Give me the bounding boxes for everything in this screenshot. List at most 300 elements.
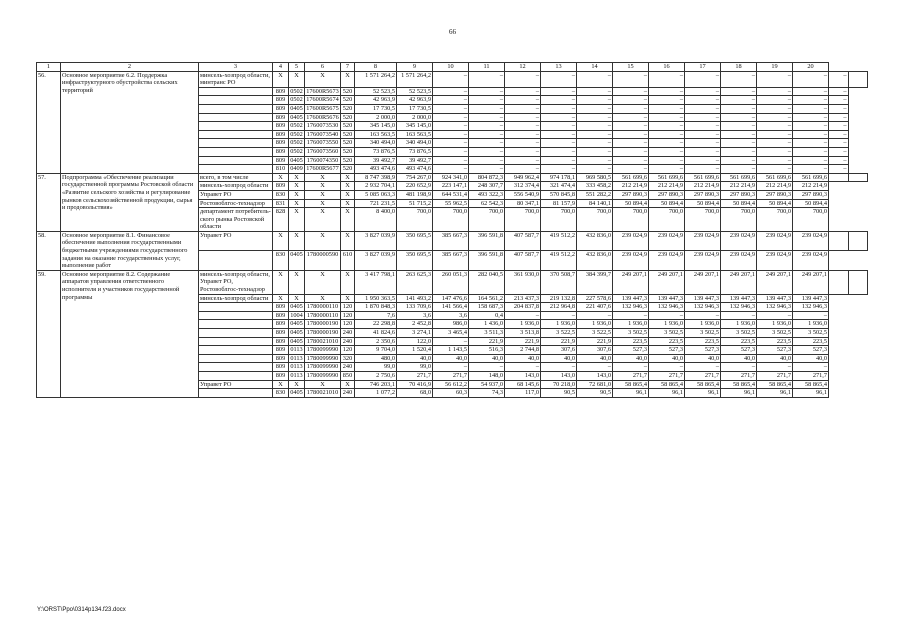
amount-cell: –	[685, 113, 721, 122]
amount-cell: –	[541, 139, 577, 148]
amount-cell: –	[433, 71, 469, 87]
budget-code-cell: Х	[273, 270, 289, 294]
amount-cell: 1 936,0	[505, 320, 541, 329]
amount-cell: –	[757, 71, 793, 87]
amount-cell: 321 474,4	[541, 182, 577, 191]
budget-code-cell: 0113	[290, 363, 303, 371]
amount-cell: –	[757, 311, 793, 320]
amount-cell: 350 695,5	[397, 251, 433, 270]
amount-cell: –	[793, 130, 829, 139]
amount-cell: 249 207,1	[649, 270, 685, 294]
amount-cell: 700,0	[577, 208, 613, 232]
budget-code-cell: 809	[273, 130, 289, 139]
budget-code-cell: 1780000190	[305, 329, 341, 338]
budget-code-cell: Х	[289, 380, 305, 389]
amount-cell: –	[649, 113, 685, 122]
amount-cell: –	[685, 87, 721, 96]
amount-cell: 407 587,7	[505, 251, 541, 270]
amount-cell: –	[829, 71, 849, 87]
amount-cell: 96,1	[685, 389, 721, 398]
budget-code-cell: Х	[289, 294, 305, 303]
budget-code-cell: Х	[305, 231, 341, 250]
amount-cell: –	[721, 71, 757, 87]
column-number-cell: 13	[541, 63, 577, 72]
amount-cell: –	[469, 147, 505, 156]
amount-cell: 297 890,3	[757, 190, 793, 199]
amount-cell: –	[793, 71, 829, 87]
row-number: 58.	[37, 231, 61, 270]
budget-code-cell: 809	[273, 311, 289, 320]
budget-code-cell: Х	[305, 182, 341, 191]
amount-cell: 0,4	[469, 311, 505, 320]
amount-cell: 3 511,3	[469, 329, 505, 338]
budget-code-cell: 809	[273, 329, 289, 338]
budget-code-cell: Х	[305, 190, 341, 199]
amount-cell: –	[721, 87, 757, 96]
amount-cell: 223,5	[721, 337, 757, 346]
amount-cell: 804 872,3	[469, 173, 505, 182]
amount-cell: –	[577, 130, 613, 139]
row-number: 56.	[37, 71, 61, 173]
amount-cell: 60,3	[433, 389, 469, 398]
amount-cell: 480,0	[355, 354, 397, 363]
amount-cell: 527,3	[613, 346, 649, 355]
amount-cell: 223 147,1	[433, 182, 469, 191]
budget-code-cell: 520	[341, 113, 355, 122]
amount-cell: 17 730,5	[397, 104, 433, 113]
amount-cell: 50 894,4	[793, 199, 829, 208]
amount-cell: 17 730,5	[355, 104, 397, 113]
amount-cell: –	[793, 104, 829, 113]
executor: Ростовоблгос-технадзор	[199, 199, 273, 208]
budget-code-cell: 520	[341, 130, 355, 139]
amount-cell: 5 085 063,3	[355, 190, 397, 199]
budget-code-cell: Х	[341, 199, 355, 208]
amount-cell: 52 523,5	[397, 87, 433, 96]
executor	[199, 113, 273, 122]
amount-cell: 40,0	[469, 354, 505, 363]
amount-cell: –	[721, 156, 757, 165]
amount-cell: 40,0	[433, 354, 469, 363]
column-number-cell: 6	[305, 63, 341, 72]
amount-cell: 220 652,9	[397, 182, 433, 191]
budget-code-cell: 17600R5674	[306, 96, 339, 104]
amount-cell: 1 436,0	[469, 320, 505, 329]
executor	[199, 122, 273, 131]
row-number: 57.	[37, 173, 61, 231]
amount-cell: –	[577, 165, 613, 174]
amount-cell: 986,0	[433, 320, 469, 329]
executor	[199, 96, 273, 105]
amount-cell: 239 024,9	[757, 231, 793, 250]
amount-cell: 163 563,5	[397, 130, 433, 139]
amount-cell: 62 542,3	[469, 199, 505, 208]
amount-cell: –	[829, 147, 849, 156]
amount-cell: 350 695,5	[397, 231, 433, 250]
amount-cell: 221,9	[505, 337, 541, 346]
amount-cell: 223,5	[757, 337, 793, 346]
amount-cell: 700,0	[685, 208, 721, 232]
budget-code-cell: Х	[289, 208, 305, 232]
amount-cell: 81 157,9	[541, 199, 577, 208]
amount-cell: 561 699,6	[757, 173, 793, 182]
amount-cell: –	[793, 147, 829, 156]
amount-cell: –	[685, 363, 721, 372]
budget-code-cell: 320	[341, 354, 355, 363]
amount-cell: –	[541, 87, 577, 96]
amount-cell: 70 218,0	[541, 380, 577, 389]
executor: минсель-хозпрод области	[199, 182, 273, 191]
amount-cell: 271,7	[685, 371, 721, 380]
amount-cell: 132 946,3	[721, 303, 757, 312]
budget-code-cell: 17600R5676	[306, 113, 339, 121]
measure-name: Основное мероприятие 8.1. Финансовое обеспечение выполнения государственными бюджетными учреждениями государственного задания на оказание государственных услуг, выполнение работ	[61, 231, 199, 270]
amount-cell: –	[541, 147, 577, 156]
amount-cell: 1 936,0	[793, 320, 829, 329]
amount-cell: 2 000,0	[355, 113, 397, 122]
amount-cell: 84 140,1	[577, 199, 613, 208]
amount-cell: –	[721, 139, 757, 148]
amount-cell: 239 024,9	[793, 251, 829, 270]
executor	[199, 303, 273, 312]
amount-cell: 212 214,9	[649, 182, 685, 191]
executor: Управет РО	[199, 380, 273, 389]
amount-cell: 249 207,1	[793, 270, 829, 294]
amount-cell: 700,0	[721, 208, 757, 232]
budget-code-cell: 120	[341, 320, 355, 329]
budget-code-cell: 0405	[290, 156, 303, 164]
budget-code-cell: Х	[341, 294, 355, 303]
amount-cell: –	[613, 130, 649, 139]
executor	[199, 363, 273, 372]
amount-cell: –	[649, 156, 685, 165]
budget-code-cell: 1004	[290, 311, 303, 319]
amount-cell: 3,6	[433, 311, 469, 320]
amount-cell: –	[541, 363, 577, 372]
amount-cell: –	[685, 130, 721, 139]
amount-cell: –	[541, 156, 577, 165]
amount-cell: –	[757, 363, 793, 372]
amount-cell: –	[433, 363, 469, 372]
amount-cell: 212 214,9	[793, 182, 829, 191]
budget-code-cell: Х	[305, 270, 341, 294]
amount-cell: 1 571 264,2	[355, 71, 397, 87]
amount-cell: –	[541, 122, 577, 131]
amount-cell: 1 077,2	[355, 389, 397, 398]
amount-cell: –	[721, 104, 757, 113]
amount-cell: 297 890,3	[649, 190, 685, 199]
amount-cell: 2 452,8	[397, 320, 433, 329]
table-row	[37, 231, 868, 250]
amount-cell: 133 709,6	[397, 303, 433, 312]
amount-cell: 345 145,0	[397, 122, 433, 131]
column-number-cell: 17	[685, 63, 721, 72]
amount-cell: –	[433, 139, 469, 148]
budget-code-cell: 1780021010	[305, 337, 341, 346]
amount-cell: –	[541, 311, 577, 320]
amount-cell: –	[757, 87, 793, 96]
amount-cell: –	[433, 96, 469, 105]
amount-cell: 419 512,2	[541, 231, 577, 250]
amount-cell: –	[721, 147, 757, 156]
amount-cell: 297 890,3	[685, 190, 721, 199]
budget-code-cell: 520	[341, 156, 355, 165]
executor	[199, 165, 273, 174]
budget-code-cell: Х	[273, 380, 289, 389]
amount-cell: –	[685, 147, 721, 156]
amount-cell: 213 437,3	[505, 294, 541, 303]
executor	[199, 389, 273, 398]
amount-cell: –	[613, 104, 649, 113]
amount-cell: 271,7	[757, 371, 793, 380]
budget-code-cell: 1780099990	[305, 354, 341, 363]
amount-cell: 271,7	[397, 371, 433, 380]
amount-cell: –	[649, 363, 685, 372]
amount-cell: –	[685, 311, 721, 320]
amount-cell: 147 476,6	[433, 294, 469, 303]
budget-code-cell: 809	[273, 96, 289, 105]
amount-cell: –	[829, 87, 849, 96]
amount-cell: 260 051,3	[433, 270, 469, 294]
budget-code-cell: 809	[273, 113, 289, 122]
amount-cell: 385 667,3	[433, 251, 469, 270]
amount-cell: –	[613, 71, 649, 87]
amount-cell: 1 870 848,3	[355, 303, 397, 312]
budget-code-cell: 0502	[290, 87, 303, 95]
column-number-cell: 8	[355, 63, 397, 72]
measure-name: Подпрограмма «Обеспечение реализации государственной программы Ростовской области «Развитие сельского хозяйства и регулирование рынков сельскохозяйственной продукции, сырья и продовольствия»	[61, 173, 199, 231]
budget-code-cell: 809	[273, 303, 289, 312]
amount-cell: –	[505, 122, 541, 131]
budget-code-cell: 809	[273, 139, 289, 148]
amount-cell: 52 523,5	[355, 87, 397, 96]
amount-cell: 949 962,4	[505, 173, 541, 182]
budget-code-cell: 1780099990	[305, 346, 341, 355]
budget-code-cell: 0502	[290, 139, 303, 147]
amount-cell: 924 341,0	[433, 173, 469, 182]
budget-code-cell: Х	[273, 173, 289, 182]
amount-cell: –	[433, 130, 469, 139]
amount-cell: 239 024,9	[793, 231, 829, 250]
amount-cell: 90,5	[541, 389, 577, 398]
amount-cell: 271,7	[721, 371, 757, 380]
amount-cell: –	[505, 363, 541, 372]
amount-cell: 239 024,9	[685, 231, 721, 250]
amount-cell: 239 024,9	[757, 251, 793, 270]
amount-cell: 3 513,8	[505, 329, 541, 338]
budget-code-cell: Х	[273, 71, 289, 87]
amount-cell: 1 520,4	[397, 346, 433, 355]
budget-code-cell: 0405	[290, 113, 303, 121]
amount-cell: 58 865,4	[685, 380, 721, 389]
amount-cell: 139 447,3	[649, 294, 685, 303]
empty-cell	[848, 231, 868, 250]
amount-cell: –	[433, 165, 469, 174]
amount-cell: –	[649, 130, 685, 139]
executor: минсель-хозпрод области, минтранс РО	[199, 71, 273, 87]
amount-cell: –	[541, 96, 577, 105]
amount-cell: 143,0	[541, 371, 577, 380]
amount-cell: –	[757, 122, 793, 131]
measure-name: Основное мероприятие 8.2. Содержание аппаратов управления ответственного исполнителя и участников государственной программы	[61, 270, 199, 397]
amount-cell: 249 207,1	[613, 270, 649, 294]
budget-code-cell: 0502	[290, 130, 303, 138]
amount-cell: 3 502,5	[649, 329, 685, 338]
executor	[199, 87, 273, 96]
amount-cell: 700,0	[649, 208, 685, 232]
amount-cell: 96,1	[613, 389, 649, 398]
amount-cell: 3 827 039,9	[355, 251, 397, 270]
amount-cell: 249 207,1	[721, 270, 757, 294]
budget-code-cell: Х	[341, 190, 355, 199]
amount-cell: 39 492,7	[397, 156, 433, 165]
budget-code-cell: 17600R5673	[306, 87, 339, 95]
amount-cell: 700,0	[793, 208, 829, 232]
amount-cell: 70 416,9	[397, 380, 433, 389]
amount-cell: –	[613, 165, 649, 174]
budget-code-cell: 850	[341, 371, 355, 380]
budget-code-cell: 520	[341, 165, 355, 174]
amount-cell: 561 699,6	[613, 173, 649, 182]
amount-cell: –	[541, 71, 577, 87]
amount-cell: –	[649, 104, 685, 113]
amount-cell: 271,7	[793, 371, 829, 380]
amount-cell: 3 827 039,9	[355, 231, 397, 250]
budget-code-cell: 240	[341, 329, 355, 338]
amount-cell: 204 837,8	[505, 303, 541, 312]
amount-cell: 1 936,0	[541, 320, 577, 329]
amount-cell: 50 894,4	[649, 199, 685, 208]
amount-cell: 700,0	[541, 208, 577, 232]
budget-code-cell: 1760073530	[305, 122, 341, 131]
amount-cell: –	[649, 165, 685, 174]
budget-code-cell: Х	[341, 182, 355, 191]
amount-cell: –	[433, 156, 469, 165]
amount-cell: 50 894,4	[685, 199, 721, 208]
amount-cell: 282 040,5	[469, 270, 505, 294]
amount-cell: –	[433, 113, 469, 122]
amount-cell: 3 502,5	[685, 329, 721, 338]
budget-code-cell: 0405	[290, 303, 303, 311]
amount-cell: 1 571 264,2	[397, 71, 433, 87]
budget-code-cell: 17600R5675	[306, 104, 339, 112]
amount-cell: –	[721, 122, 757, 131]
amount-cell: –	[469, 96, 505, 105]
budget-code-cell: Х	[289, 173, 305, 182]
column-number-cell: 12	[505, 63, 541, 72]
budget-code-cell: Х	[289, 190, 305, 199]
amount-cell: –	[577, 139, 613, 148]
amount-cell: 96,1	[757, 389, 793, 398]
amount-cell: 527,3	[793, 346, 829, 355]
amount-cell: 99,0	[397, 363, 433, 372]
amount-cell: 297 890,3	[613, 190, 649, 199]
amount-cell: –	[613, 96, 649, 105]
amount-cell: 1 936,0	[613, 320, 649, 329]
budget-code-cell: 828	[273, 208, 289, 232]
amount-cell: 80 347,1	[505, 199, 541, 208]
budget-code-cell: Х	[289, 231, 305, 250]
amount-cell: 96,1	[721, 389, 757, 398]
column-number-cell: 4	[273, 63, 289, 72]
budget-code-cell: 17600R5677	[306, 165, 339, 173]
amount-cell: 99,0	[355, 363, 397, 372]
amount-cell: –	[541, 130, 577, 139]
empty-cell	[848, 270, 868, 294]
budget-code-cell: 0405	[289, 251, 305, 270]
amount-cell: –	[757, 113, 793, 122]
budget-code-cell: 0409	[290, 165, 303, 173]
budget-code-cell: Х	[341, 380, 355, 389]
executor: всего, в том числе	[199, 173, 273, 182]
amount-cell: –	[793, 156, 829, 165]
amount-cell: 96,1	[649, 389, 685, 398]
amount-cell: 721 231,5	[355, 199, 397, 208]
amount-cell: –	[613, 113, 649, 122]
column-number-cell: 14	[577, 63, 613, 72]
budget-code-cell: 1780000110	[305, 303, 341, 312]
amount-cell: –	[433, 147, 469, 156]
amount-cell: 219 132,8	[541, 294, 577, 303]
amount-cell: –	[721, 165, 757, 174]
budget-code-cell: 809	[273, 147, 289, 156]
amount-cell: 158 687,3	[469, 303, 505, 312]
amount-cell: –	[433, 122, 469, 131]
amount-cell: –	[649, 139, 685, 148]
amount-cell: 223,5	[649, 337, 685, 346]
amount-cell: –	[433, 337, 469, 346]
table-row	[37, 173, 868, 182]
executor: департамент потребитель-ского рынка Ростовской области	[200, 208, 271, 231]
amount-cell: 41 824,6	[355, 329, 397, 338]
amount-cell: 239 024,9	[613, 231, 649, 250]
amount-cell: –	[577, 87, 613, 96]
budget-code-cell: 1780021010	[305, 389, 341, 398]
budget-code-cell: 809	[273, 337, 289, 346]
amount-cell: 141 493,2	[397, 294, 433, 303]
budget-code-cell: 809	[273, 104, 289, 113]
budget-code-cell: 0502	[290, 147, 303, 155]
amount-cell: –	[613, 139, 649, 148]
amount-cell: –	[649, 96, 685, 105]
amount-cell: 1 936,0	[721, 320, 757, 329]
amount-cell: 1 936,0	[577, 320, 613, 329]
amount-cell: 361 930,0	[505, 270, 541, 294]
amount-cell: –	[793, 139, 829, 148]
amount-cell: 143,0	[577, 371, 613, 380]
amount-cell: –	[469, 363, 505, 372]
amount-cell: –	[577, 156, 613, 165]
amount-cell: 527,3	[685, 346, 721, 355]
amount-cell: –	[541, 104, 577, 113]
empty-cell	[848, 71, 868, 87]
amount-cell: 3 274,1	[397, 329, 433, 338]
amount-cell: 143,0	[505, 371, 541, 380]
amount-cell: 746 203,1	[355, 380, 397, 389]
amount-cell: 139 447,3	[685, 294, 721, 303]
executor	[199, 251, 273, 270]
amount-cell: –	[829, 165, 849, 174]
amount-cell: –	[541, 165, 577, 174]
amount-cell: –	[505, 139, 541, 148]
amount-cell: 1 936,0	[685, 320, 721, 329]
amount-cell: –	[541, 113, 577, 122]
amount-cell: –	[829, 130, 849, 139]
amount-cell: 419 512,2	[541, 251, 577, 270]
amount-cell: 51 715,2	[397, 199, 433, 208]
amount-cell: –	[757, 147, 793, 156]
amount-cell: 117,0	[505, 389, 541, 398]
